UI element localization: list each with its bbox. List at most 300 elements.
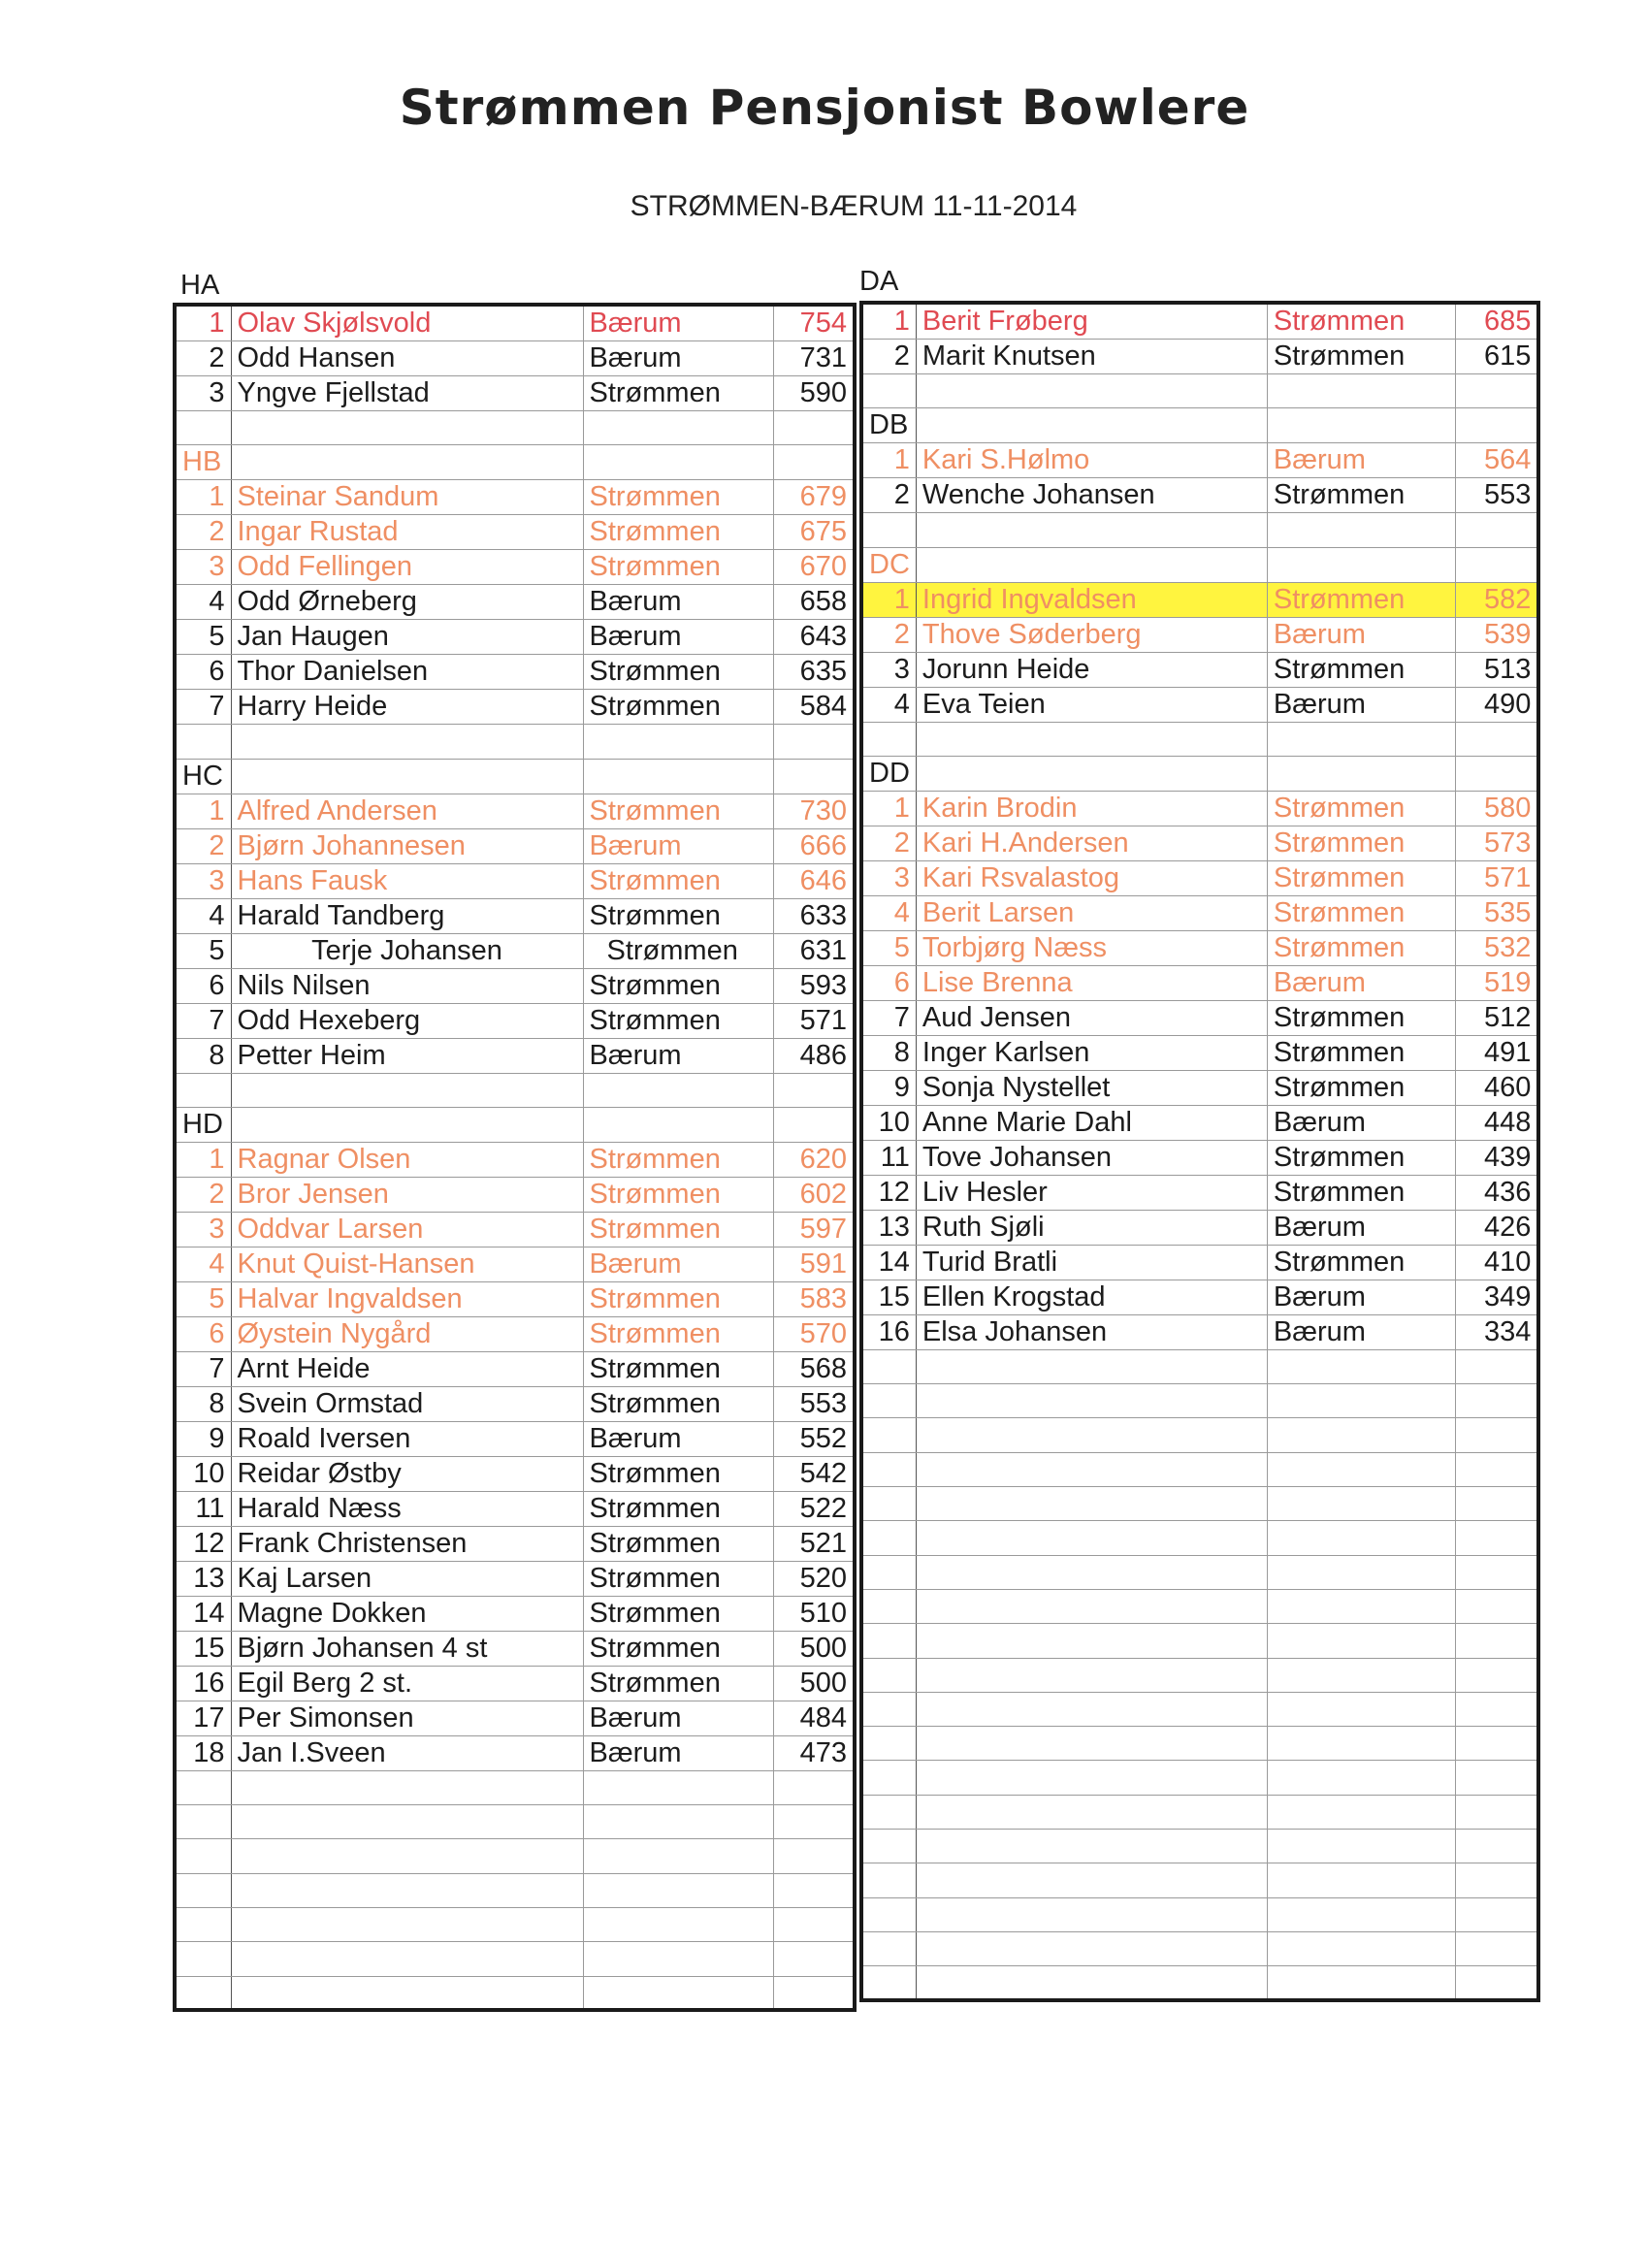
score-cell: 679 [773,480,855,515]
result-row [861,652,1538,687]
club-cell: Strømmen [583,1596,773,1631]
club-cell [583,1942,773,1976]
result-row [861,1175,1538,1210]
club-cell: Strømmen [1267,652,1455,687]
player-name-cell: Torbjørg Næss [916,930,1267,965]
player-name-cell: Ingar Rustad [231,515,583,550]
club-cell: Strømmen [583,1491,773,1526]
rank-cell: 4 [175,898,231,933]
rank-cell: 4 [175,585,231,620]
score-cell: 436 [1455,1175,1538,1210]
result-row [175,1491,855,1526]
result-row [175,341,855,376]
rank-cell: 7 [861,1000,916,1035]
club-cell: Strømmen [1267,895,1455,930]
empty-row [861,1727,1538,1761]
score-cell [773,1942,855,1976]
rank-cell [175,1805,231,1839]
player-name-cell: Karin Brodin [916,791,1267,826]
empty-row [861,513,1538,547]
club-cell: Strømmen [583,1561,773,1596]
club-cell: Strømmen [1267,791,1455,826]
club-cell [1267,1931,1455,1965]
player-name-cell: Kari S.Hølmo [916,443,1267,478]
club-cell: Strømmen [583,1142,773,1177]
club-cell: Bærum [1267,443,1455,478]
club-cell: Bærum [583,585,773,620]
club-cell: Bærum [1267,1314,1455,1349]
player-name-cell [916,756,1267,791]
rank-cell: 3 [175,376,231,411]
club-cell: Strømmen [583,1666,773,1701]
player-name-cell: Olav Skjølsvold [231,305,583,341]
rank-cell [861,1452,916,1486]
player-name-cell: Elsa Johansen [916,1314,1267,1349]
club-cell: Strømmen [583,898,773,933]
club-cell: Bærum [583,1038,773,1073]
player-name-cell [916,1384,1267,1418]
rank-cell: 15 [861,1280,916,1314]
result-row [175,1316,855,1351]
club-cell: Strømmen [1267,1175,1455,1210]
score-cell: 486 [773,1038,855,1073]
empty-row [861,1795,1538,1829]
player-name-cell: Sonja Nystellet [916,1070,1267,1105]
club-cell: Strømmen [583,1177,773,1212]
result-row [175,1701,855,1735]
club-cell: Strømmen [583,1456,773,1491]
score-cell: 519 [1455,965,1538,1000]
result-row [175,1351,855,1386]
score-cell [1455,1795,1538,1829]
rank-cell [861,1863,916,1897]
score-cell [1455,1418,1538,1452]
player-name-cell [231,1839,583,1873]
result-row [861,1210,1538,1245]
club-cell: Bærum [583,305,773,341]
player-name-cell [916,1521,1267,1555]
score-cell: 500 [773,1631,855,1666]
result-row [175,1281,855,1316]
score-cell: 532 [1455,930,1538,965]
result-row [861,895,1538,930]
rank-cell [861,722,916,756]
empty-row [861,1487,1538,1521]
player-name-cell: Ingrid Ingvaldsen [916,582,1267,617]
player-name-cell: Svein Ormstad [231,1386,583,1421]
club-cell [1267,1624,1455,1658]
score-cell: 590 [773,376,855,411]
club-cell [1267,722,1455,756]
result-row [175,828,855,863]
club-cell: Strømmen [1267,1070,1455,1105]
player-name-cell: Halvar Ingvaldsen [231,1281,583,1316]
player-name-cell: Kaj Larsen [231,1561,583,1596]
result-row [861,1105,1538,1140]
rank-cell: 4 [861,687,916,722]
rank-cell [861,1555,916,1589]
rank-cell: 1 [861,791,916,826]
rank-cell [861,1830,916,1863]
player-name-cell: Oddvar Larsen [231,1212,583,1247]
result-row [861,478,1538,513]
player-name-cell [916,1452,1267,1486]
club-cell [1267,1966,1455,2000]
rank-cell [861,1384,916,1418]
club-cell: Strømmen [583,1212,773,1247]
rank-cell [861,1521,916,1555]
result-row [861,617,1538,652]
player-name-cell: Magne Dokken [231,1596,583,1631]
section-label: DD [861,756,916,791]
rank-cell [861,1727,916,1761]
rank-cell: 3 [175,1212,231,1247]
section-label-ha: HA [180,270,220,301]
score-cell: 490 [1455,687,1538,722]
player-name-cell [231,725,583,759]
empty-row [861,1931,1538,1965]
score-cell: 635 [773,655,855,690]
rank-cell: 4 [861,895,916,930]
club-cell: Bærum [583,341,773,376]
club-cell [1267,408,1455,443]
score-cell: 552 [773,1421,855,1456]
club-cell: Bærum [583,1421,773,1456]
rank-cell: 9 [861,1070,916,1105]
result-row [175,1526,855,1561]
rank-cell [175,1908,231,1942]
score-cell: 584 [773,690,855,725]
result-row [175,1247,855,1281]
result-row [861,687,1538,722]
club-cell [1267,1349,1455,1383]
player-name-cell: Aud Jensen [916,1000,1267,1035]
rank-cell: 5 [861,930,916,965]
section-label: DB [861,408,916,443]
empty-row [175,1942,855,1976]
score-cell: 685 [1455,303,1538,340]
player-name-cell: Lise Brenna [916,965,1267,1000]
rank-cell: 5 [175,620,231,655]
score-cell [773,1107,855,1142]
player-name-cell [916,1589,1267,1623]
club-cell: Strømmen [583,515,773,550]
score-cell [1455,408,1538,443]
score-cell: 571 [773,1003,855,1038]
score-cell: 571 [1455,860,1538,895]
result-row [175,585,855,620]
result-row [175,1212,855,1247]
rank-cell: 10 [861,1105,916,1140]
player-name-cell [231,1073,583,1107]
result-row [175,515,855,550]
result-row [861,791,1538,826]
club-cell: Bærum [583,1247,773,1281]
player-name-cell: Egil Berg 2 st. [231,1666,583,1701]
rank-cell [175,1942,231,1976]
club-cell: Strømmen [583,1526,773,1561]
empty-row [861,1521,1538,1555]
result-row [861,582,1538,617]
score-cell: 448 [1455,1105,1538,1140]
result-row [175,1421,855,1456]
club-cell: Strømmen [583,480,773,515]
player-name-cell: Hans Fausk [231,863,583,898]
rank-cell [861,1897,916,1931]
player-name-cell [916,1931,1267,1965]
result-row [861,826,1538,860]
rank-cell: 12 [175,1526,231,1561]
score-cell [1455,1521,1538,1555]
result-row [175,1038,855,1073]
player-name-cell: Harald Næss [231,1491,583,1526]
club-cell: Strømmen [583,655,773,690]
empty-row [175,1073,855,1107]
club-cell: Strømmen [583,1003,773,1038]
result-row [175,690,855,725]
result-row [175,898,855,933]
empty-row [861,1658,1538,1692]
player-name-cell: Bror Jensen [231,1177,583,1212]
club-cell [1267,513,1455,547]
player-name-cell: Odd Hansen [231,341,583,376]
player-name-cell: Ellen Krogstad [916,1280,1267,1314]
score-cell [773,1770,855,1804]
player-name-cell: Wenche Johansen [916,478,1267,513]
club-cell: Strømmen [1267,1140,1455,1175]
rank-cell: 1 [175,794,231,828]
score-cell [1455,1966,1538,2000]
result-row [861,930,1538,965]
rank-cell [861,513,916,547]
score-cell: 520 [773,1561,855,1596]
club-cell: Bærum [1267,965,1455,1000]
rank-cell: 2 [175,828,231,863]
club-cell [1267,756,1455,791]
club-cell: Strømmen [583,1316,773,1351]
player-name-cell [231,1908,583,1942]
club-cell [1267,1487,1455,1521]
rank-cell: 5 [175,1281,231,1316]
club-cell: Bærum [583,828,773,863]
player-name-cell: Steinar Sandum [231,480,583,515]
player-name-cell [916,1863,1267,1897]
score-cell: 439 [1455,1140,1538,1175]
rank-cell: 8 [861,1035,916,1070]
player-name-cell: Jorunn Heide [916,652,1267,687]
score-cell: 491 [1455,1035,1538,1070]
score-cell [1455,1863,1538,1897]
rank-cell: 1 [175,1142,231,1177]
score-cell: 539 [1455,617,1538,652]
score-cell [1455,1452,1538,1486]
score-cell [1455,1624,1538,1658]
player-name-cell: Tove Johansen [916,1140,1267,1175]
rank-cell: 9 [175,1421,231,1456]
player-name-cell: Bjørn Johannesen [231,828,583,863]
club-cell: Strømmen [583,1631,773,1666]
result-row [861,1000,1538,1035]
player-name-cell [916,1624,1267,1658]
rank-cell: 3 [175,550,231,585]
rank-cell: 8 [175,1386,231,1421]
result-row [175,933,855,968]
result-row [861,965,1538,1000]
match-subtitle: STRØMMEN-BÆRUM 11-11-2014 [630,190,1078,222]
player-name-cell: Ruth Sjøli [916,1210,1267,1245]
club-cell: Bærum [1267,617,1455,652]
score-cell: 633 [773,898,855,933]
score-cell: 510 [773,1596,855,1631]
rank-cell: 6 [861,965,916,1000]
rank-cell [861,374,916,408]
score-cell [773,1073,855,1107]
player-name-cell [916,1727,1267,1761]
section-header-row [175,445,855,480]
player-name-cell [916,513,1267,547]
club-cell [583,411,773,445]
section-label: HB [175,445,231,480]
player-name-cell: Liv Hesler [916,1175,1267,1210]
result-row [175,1003,855,1038]
player-name-cell: Roald Iversen [231,1421,583,1456]
rank-cell [175,1839,231,1873]
player-name-cell: Anne Marie Dahl [916,1105,1267,1140]
empty-row [175,1839,855,1873]
empty-row [861,722,1538,756]
club-cell [1267,1555,1455,1589]
club-cell [583,1976,773,2010]
rank-cell: 11 [175,1491,231,1526]
empty-row [861,1897,1538,1931]
empty-row [175,1908,855,1942]
player-name-cell: Berit Larsen [916,895,1267,930]
club-cell: Strømmen [1267,826,1455,860]
club-cell [1267,1658,1455,1692]
result-row [175,1142,855,1177]
player-name-cell [916,1692,1267,1726]
score-cell [773,1976,855,2010]
empty-row [175,1873,855,1907]
empty-row [175,1805,855,1839]
score-cell [1455,722,1538,756]
score-cell [1455,756,1538,791]
club-cell [1267,1589,1455,1623]
score-cell: 573 [1455,826,1538,860]
empty-row [861,1555,1538,1589]
club-cell: Strømmen [1267,1000,1455,1035]
rank-cell: 2 [175,515,231,550]
score-cell [1455,1658,1538,1692]
score-cell: 582 [1455,582,1538,617]
rank-cell [861,1589,916,1623]
section-label: DC [861,547,916,582]
rank-cell: 16 [175,1666,231,1701]
section-header-row [861,408,1538,443]
score-cell: 410 [1455,1245,1538,1280]
score-cell: 522 [773,1491,855,1526]
club-cell: Strømmen [1267,1035,1455,1070]
result-row [175,1735,855,1770]
player-name-cell: Frank Christensen [231,1526,583,1561]
rank-cell: 1 [861,582,916,617]
club-cell [1267,547,1455,582]
result-row [861,443,1538,478]
player-name-cell [916,1830,1267,1863]
player-name-cell [231,411,583,445]
player-name-cell [231,1107,583,1142]
score-cell [1455,1897,1538,1931]
club-cell: Strømmen [1267,303,1455,340]
score-cell [773,1839,855,1873]
score-cell: 631 [773,933,855,968]
rank-cell: 13 [861,1210,916,1245]
club-cell [583,1908,773,1942]
player-name-cell: Odd Hexeberg [231,1003,583,1038]
club-cell [1267,1830,1455,1863]
player-name-cell [231,759,583,794]
page-title: Strømmen Pensjonist Bowlere [399,80,1250,136]
club-cell [1267,1452,1455,1486]
club-cell: Bærum [1267,1210,1455,1245]
player-name-cell: Jan I.Sveen [231,1735,583,1770]
club-cell [583,445,773,480]
score-cell: 500 [773,1666,855,1701]
player-name-cell: Thor Danielsen [231,655,583,690]
score-cell: 658 [773,585,855,620]
rank-cell: 2 [175,1177,231,1212]
player-name-cell: Berit Frøberg [916,303,1267,340]
score-cell: 564 [1455,443,1538,478]
club-cell: Strømmen [583,968,773,1003]
rank-cell: 7 [175,1003,231,1038]
rank-cell: 16 [861,1314,916,1349]
club-cell: Strømmen [1267,930,1455,965]
empty-row [861,1863,1538,1897]
rank-cell [175,1073,231,1107]
rank-cell: 7 [175,690,231,725]
player-name-cell: Petter Heim [231,1038,583,1073]
rank-cell: 6 [175,655,231,690]
club-cell: Strømmen [583,863,773,898]
player-name-cell [231,1805,583,1839]
club-cell [1267,1795,1455,1829]
club-cell [583,1805,773,1839]
rank-cell: 15 [175,1631,231,1666]
score-cell: 553 [773,1386,855,1421]
rank-cell: 1 [861,303,916,340]
rank-cell [175,1873,231,1907]
score-cell [1455,1727,1538,1761]
score-cell: 426 [1455,1210,1538,1245]
score-cell [1455,547,1538,582]
player-name-cell: Harald Tandberg [231,898,583,933]
result-row [175,1561,855,1596]
player-name-cell: Nils Nilsen [231,968,583,1003]
result-row [175,1177,855,1212]
score-cell: 643 [773,620,855,655]
empty-row [861,1966,1538,2000]
empty-row [861,1452,1538,1486]
rank-cell [861,1692,916,1726]
club-cell [1267,1897,1455,1931]
section-label: HC [175,759,231,794]
player-name-cell [916,374,1267,408]
score-cell: 570 [773,1316,855,1351]
club-cell: Strømmen [1267,582,1455,617]
rank-cell: 2 [861,478,916,513]
score-cell [773,445,855,480]
